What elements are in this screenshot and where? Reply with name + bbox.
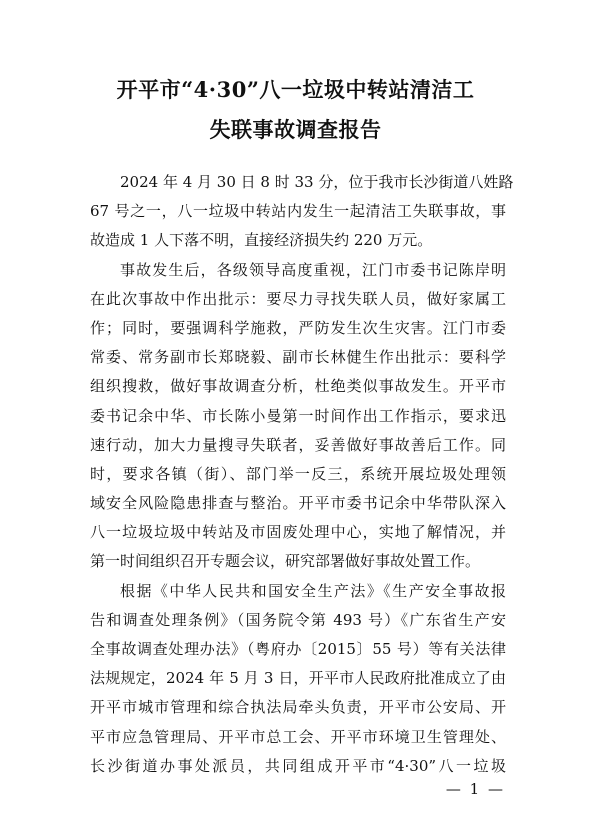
- title-line: 失联事故调查报告: [209, 117, 382, 142]
- paragraph-line: 法规规定，2024 年 5 月 3 日，开平市人民政府批准成立了由: [90, 669, 506, 688]
- paragraph-line: 全事故调查处理办法》（粤府办〔2015〕55 号）等有关法律: [90, 640, 507, 658]
- paragraph-line: 作；同时，要强调科学施救，严防发生次生灾害。江门市委: [90, 318, 506, 337]
- title-line: 开平市“4·30”八一垃圾中转站清洁工: [116, 77, 475, 102]
- paragraph-line: 故造成 1 人下落不明，直接经济损失约 220 万元。: [90, 231, 433, 250]
- report-body: [90, 168, 514, 781]
- paragraph-line: 时，要求各镇（街）、部门举一反三，系统开展垃圾处理领: [90, 464, 506, 483]
- paragraph-line: 第一时间组织召开专题会议，研究部署做好事故处置工作。: [90, 552, 481, 571]
- paragraph-line: 长沙街道办事处派员，共同组成开平市“4·30”八一垃圾: [90, 756, 506, 775]
- paragraph-line: 常委、常务副市长郑晓毅、副市长林健生作出批示：要科学: [90, 348, 506, 367]
- paragraph-line: 平市应急管理局、开平市总工会、开平市环境卫生管理处、: [90, 727, 506, 746]
- paragraph-line: 开平市城市管理和综合执法局牵头负责，开平市公安局、开: [90, 698, 506, 717]
- paragraph-line: 在此次事故中作出批示：要尽力寻找失联人员，做好家属工: [90, 289, 506, 308]
- paragraph-line: 告和调查处理条例》（国务院令第 493 号）《广东省生产安: [90, 610, 506, 629]
- paragraph-line: 2024 年 4 月 30 日 8 时 33 分，位于我市长沙街道八姓路: [120, 173, 514, 191]
- page-number: — 1 —: [445, 780, 505, 798]
- paragraph-line: 八一垃圾垃圾中转站及市固废处理中心，实地了解情况，并: [90, 523, 506, 542]
- paragraph-line: 事故发生后，各级领导高度重视，江门市委书记陈岸明: [120, 260, 506, 279]
- document-title: [60, 70, 531, 150]
- paragraph-line: 速行动，加大力量搜寻失联者，妥善做好事故善后工作。同: [90, 435, 506, 454]
- paragraph-line: 委书记余中华、市长陈小曼第一时间作出工作指示，要求迅: [90, 406, 506, 425]
- paragraph-line: 67 号之一，八一垃圾中转站内发生一起清洁工失联事故，事: [90, 202, 506, 221]
- paragraph-line: 域安全风险隐患排查与整治。开平市委书记余中华带队深入: [90, 494, 506, 513]
- paragraph-line: 根据《中华人民共和国安全生产法》《生产安全事故报: [120, 581, 506, 600]
- paragraph-line: 组织搜救，做好事故调查分析，杜绝类似事故发生。开平市: [90, 377, 506, 396]
